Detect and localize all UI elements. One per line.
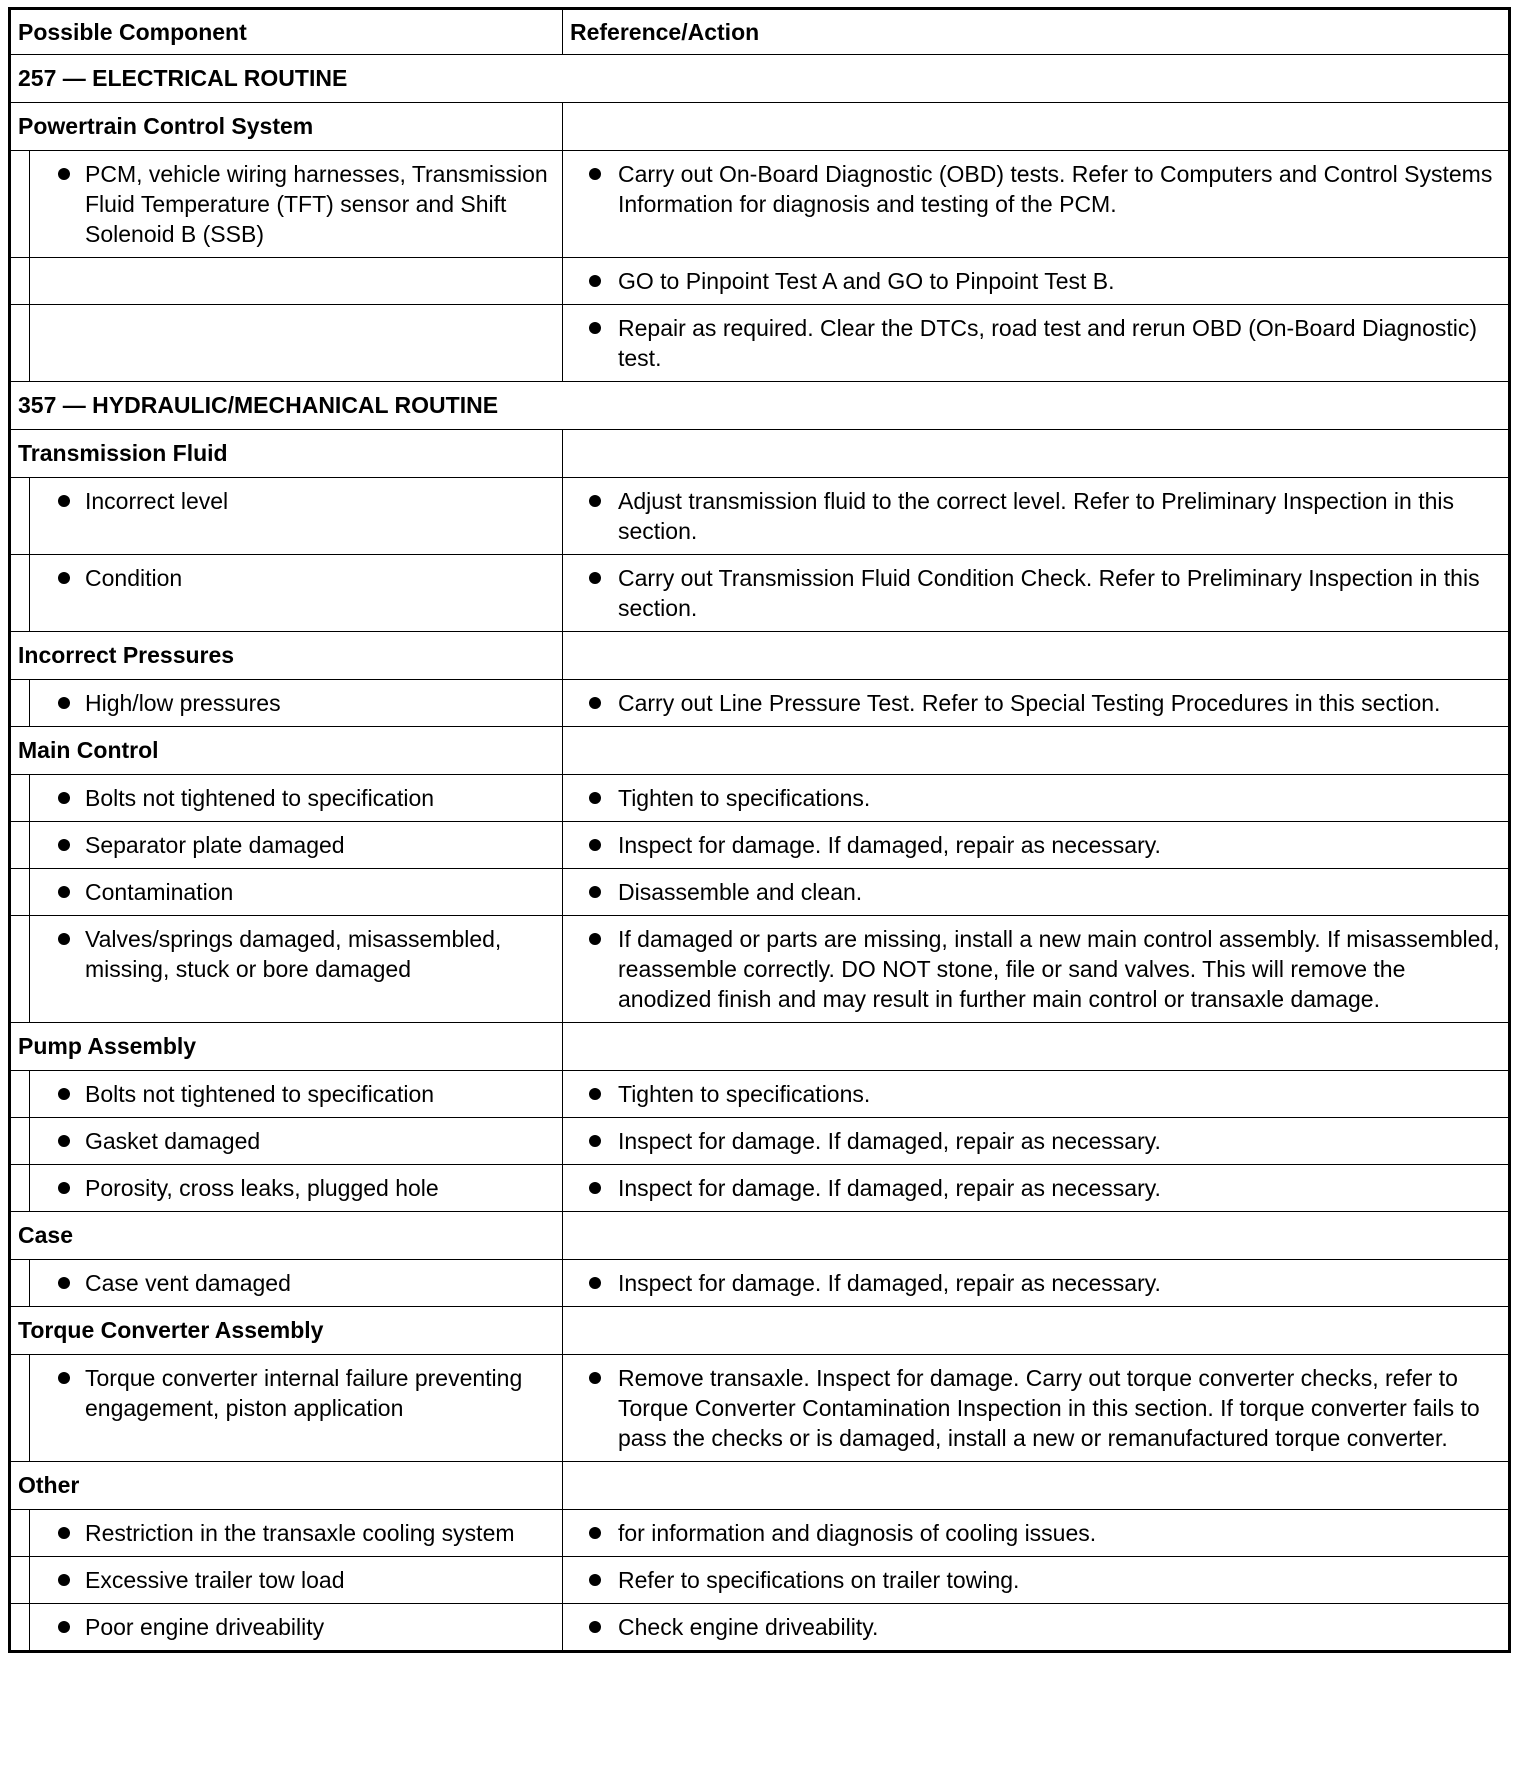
section-title: 257 — ELECTRICAL ROUTINE [10,55,1510,103]
category-row [10,1307,1510,1355]
reference-action-text: Tighten to specifications. [618,1081,871,1107]
bullet-item [30,159,554,249]
bullet-icon [58,1182,70,1194]
bullet-item [30,1079,554,1109]
bullet-icon [589,1182,601,1194]
bullet-item [30,1612,554,1642]
reference-action [563,775,1510,822]
bullet-icon [58,1527,70,1539]
possible-component [30,1557,563,1604]
table-row [10,775,1510,822]
reference-action [563,680,1510,727]
category-row [10,1462,1510,1510]
category-reference-empty [563,632,1510,680]
bullet-icon [58,1088,70,1100]
reference-action [563,1260,1510,1307]
bullet-icon [589,168,601,180]
indent-cell [10,822,30,869]
reference-action-text: Carry out Transmission Fluid Condition Check. Refer to Preliminary Inspection in this section. [618,565,1480,621]
table-header-row [10,9,1510,55]
category-row [10,430,1510,478]
bullet-item [30,1173,554,1203]
bullet-icon [58,1372,70,1384]
category-reference-empty [563,430,1510,478]
table-row [10,869,1510,916]
table-row [10,1510,1510,1557]
bullet-item [563,1079,1500,1109]
category-reference-empty [563,1462,1510,1510]
indent-cell [10,478,30,555]
table-row [10,1355,1510,1462]
possible-component [30,869,563,916]
bullet-item [563,486,1500,546]
bullet-item [563,1565,1500,1595]
bullet-icon [589,572,601,584]
reference-action-text: Carry out On-Board Diagnostic (OBD) tests. Refer to Computers and Control Systems Information for diagnosis and testing of the PCM. [618,161,1493,217]
table-row [10,1260,1510,1307]
possible-component [30,555,563,632]
bullet-icon [58,1621,70,1633]
reference-action-text: Check engine driveability. [618,1614,879,1640]
category-reference-empty [563,1023,1510,1071]
possible-component [30,151,563,258]
bullet-item [563,1173,1500,1203]
bullet-icon [58,1135,70,1147]
reference-action-text: for information and diagnosis of cooling issues. [618,1520,1097,1546]
table-row [10,1071,1510,1118]
table-row [10,151,1510,258]
reference-action [563,151,1510,258]
reference-action-text: Inspect for damage. If damaged, repair as necessary. [618,832,1161,858]
bullet-item [30,783,554,813]
reference-action-text: GO to Pinpoint Test A and GO to Pinpoint Test B. [618,268,1115,294]
category-name: Case [10,1212,563,1260]
reference-action [563,1355,1510,1462]
indent-cell [10,258,30,305]
indent-cell [10,1510,30,1557]
bullet-icon [58,572,70,584]
indent-cell [10,555,30,632]
category-reference-empty [563,1212,1510,1260]
column-header-component: Possible Component [10,9,563,55]
possible-component [30,1355,563,1462]
reference-action [563,1118,1510,1165]
reference-action [563,916,1510,1023]
possible-component [30,478,563,555]
indent-cell [10,151,30,258]
bullet-item [563,877,1500,907]
reference-action [563,1604,1510,1652]
bullet-icon [58,933,70,945]
bullet-icon [589,495,601,507]
table-row [10,258,1510,305]
possible-component [30,1260,563,1307]
reference-action-text: If damaged or parts are missing, install a new main control assembly. If misassembled, reassemble correctly. DO NOT stone, file or sand valves. This will remove the anodized finish and may result in further main control or transaxle damage. [618,926,1500,1012]
indent-cell [10,1557,30,1604]
bullet-item [563,1518,1500,1548]
possible-component-text: Incorrect level [85,488,229,514]
section-row [10,382,1510,430]
indent-cell [10,775,30,822]
reference-action [563,555,1510,632]
bullet-item [563,924,1500,1014]
possible-component [30,1071,563,1118]
reference-action-text: Carry out Line Pressure Test. Refer to Special Testing Procedures in this section. [618,690,1441,716]
table-row [10,822,1510,869]
bullet-item [563,1268,1500,1298]
bullet-icon [589,886,601,898]
reference-action-text: Tighten to specifications. [618,785,871,811]
category-row [10,727,1510,775]
table-row [10,1118,1510,1165]
reference-action-text: Adjust transmission fluid to the correct level. Refer to Preliminary Inspection in this section. [618,488,1455,544]
indent-cell [10,1071,30,1118]
category-name: Other [10,1462,563,1510]
section-row [10,55,1510,103]
indent-cell [10,1118,30,1165]
possible-component-text: Porosity, cross leaks, plugged hole [85,1175,439,1201]
reference-action-text: Inspect for damage. If damaged, repair as necessary. [618,1175,1161,1201]
category-reference-empty [563,1307,1510,1355]
section-title: 357 — HYDRAULIC/MECHANICAL ROUTINE [10,382,1510,430]
bullet-item [30,1565,554,1595]
table-row [10,478,1510,555]
bullet-item [30,1126,554,1156]
possible-component-text: Bolts not tightened to specification [85,1081,435,1107]
category-name: Torque Converter Assembly [10,1307,563,1355]
bullet-item [30,563,554,593]
possible-component [30,775,563,822]
bullet-item [30,1518,554,1548]
bullet-item [563,688,1500,718]
category-row [10,632,1510,680]
reference-action-text: Disassemble and clean. [618,879,863,905]
bullet-item [30,486,554,516]
reference-action [563,258,1510,305]
bullet-item [563,1126,1500,1156]
reference-action [563,1510,1510,1557]
bullet-icon [58,839,70,851]
reference-action [563,1071,1510,1118]
bullet-icon [589,1277,601,1289]
indent-cell [10,1165,30,1212]
possible-component-text: Restriction in the transaxle cooling system [85,1520,515,1546]
table-row [10,680,1510,727]
bullet-item [563,313,1500,373]
reference-action [563,1165,1510,1212]
possible-component [30,680,563,727]
table-row [10,555,1510,632]
reference-action-text: Repair as required. Clear the DTCs, road test and rerun OBD (On-Board Diagnostic) test. [618,315,1478,371]
bullet-item [30,1363,554,1423]
bullet-icon [58,697,70,709]
bullet-icon [589,933,601,945]
bullet-icon [589,1088,601,1100]
category-name: Powertrain Control System [10,103,563,151]
bullet-item [30,877,554,907]
table-row [10,1165,1510,1212]
bullet-item [30,830,554,860]
column-header-reference: Reference/Action [563,9,1510,55]
possible-component [30,1165,563,1212]
reference-action [563,305,1510,382]
bullet-item [563,783,1500,813]
bullet-icon [58,495,70,507]
possible-component [30,1118,563,1165]
reference-action-text: Inspect for damage. If damaged, repair as necessary. [618,1128,1161,1154]
bullet-item [30,924,554,984]
reference-action [563,822,1510,869]
bullet-item [563,266,1500,296]
indent-cell [10,1355,30,1462]
indent-cell [10,916,30,1023]
possible-component-text: Valves/springs damaged, misassembled, missing, stuck or bore damaged [85,926,502,982]
bullet-icon [589,1574,601,1586]
category-row [10,103,1510,151]
possible-component-text: Case vent damaged [85,1270,291,1296]
bullet-item [563,159,1500,219]
reference-action-text: Inspect for damage. If damaged, repair as necessary. [618,1270,1161,1296]
reference-action [563,478,1510,555]
category-reference-empty [563,103,1510,151]
possible-component-text: Contamination [85,879,234,905]
possible-component [30,258,563,305]
reference-action-text: Remove transaxle. Inspect for damage. Carry out torque converter checks, refer to Torque Converter Contamination Inspection in this section. If torque converter fails to pass the checks or is damaged, install a new or remanufactured torque converter. [618,1365,1480,1451]
bullet-icon [58,792,70,804]
possible-component-text: Poor engine driveability [85,1614,325,1640]
table-row [10,916,1510,1023]
possible-component-text: Bolts not tightened to specification [85,785,435,811]
table-row [10,305,1510,382]
possible-component [30,1510,563,1557]
possible-component-text: Condition [85,565,183,591]
possible-component-text: High/low pressures [85,690,281,716]
reference-action-text: Refer to specifications on trailer towing. [618,1567,1020,1593]
bullet-icon [589,1527,601,1539]
bullet-item [563,563,1500,623]
bullet-icon [589,792,601,804]
reference-action [563,869,1510,916]
category-row [10,1212,1510,1260]
diagnosis-table-body [10,9,1510,1652]
bullet-item [30,688,554,718]
diagnosis-table [8,7,1511,1653]
indent-cell [10,1604,30,1652]
bullet-icon [589,322,601,334]
bullet-icon [58,1574,70,1586]
possible-component-text: Separator plate damaged [85,832,345,858]
bullet-icon [589,275,601,287]
table-row [10,1604,1510,1652]
category-name: Incorrect Pressures [10,632,563,680]
category-row [10,1023,1510,1071]
bullet-item [30,1268,554,1298]
indent-cell [10,305,30,382]
indent-cell [10,1260,30,1307]
category-reference-empty [563,727,1510,775]
indent-cell [10,680,30,727]
bullet-icon [589,1621,601,1633]
possible-component [30,916,563,1023]
category-name: Transmission Fluid [10,430,563,478]
bullet-icon [589,839,601,851]
bullet-item [563,830,1500,860]
bullet-icon [58,168,70,180]
bullet-icon [589,1135,601,1147]
reference-action [563,1557,1510,1604]
bullet-item [563,1363,1500,1453]
category-name: Pump Assembly [10,1023,563,1071]
bullet-icon [589,1372,601,1384]
possible-component-text: Gasket damaged [85,1128,261,1154]
possible-component-text: PCM, vehicle wiring harnesses, Transmission Fluid Temperature (TFT) sensor and Shift Solenoid B (SSB) [85,161,548,247]
possible-component [30,305,563,382]
table-row [10,1557,1510,1604]
category-name: Main Control [10,727,563,775]
indent-cell [10,869,30,916]
possible-component-text: Torque converter internal failure preventing engagement, piston application [85,1365,523,1421]
bullet-icon [58,1277,70,1289]
bullet-icon [589,697,601,709]
bullet-item [563,1612,1500,1642]
bullet-icon [58,886,70,898]
possible-component [30,822,563,869]
possible-component [30,1604,563,1652]
possible-component-text: Excessive trailer tow load [85,1567,345,1593]
